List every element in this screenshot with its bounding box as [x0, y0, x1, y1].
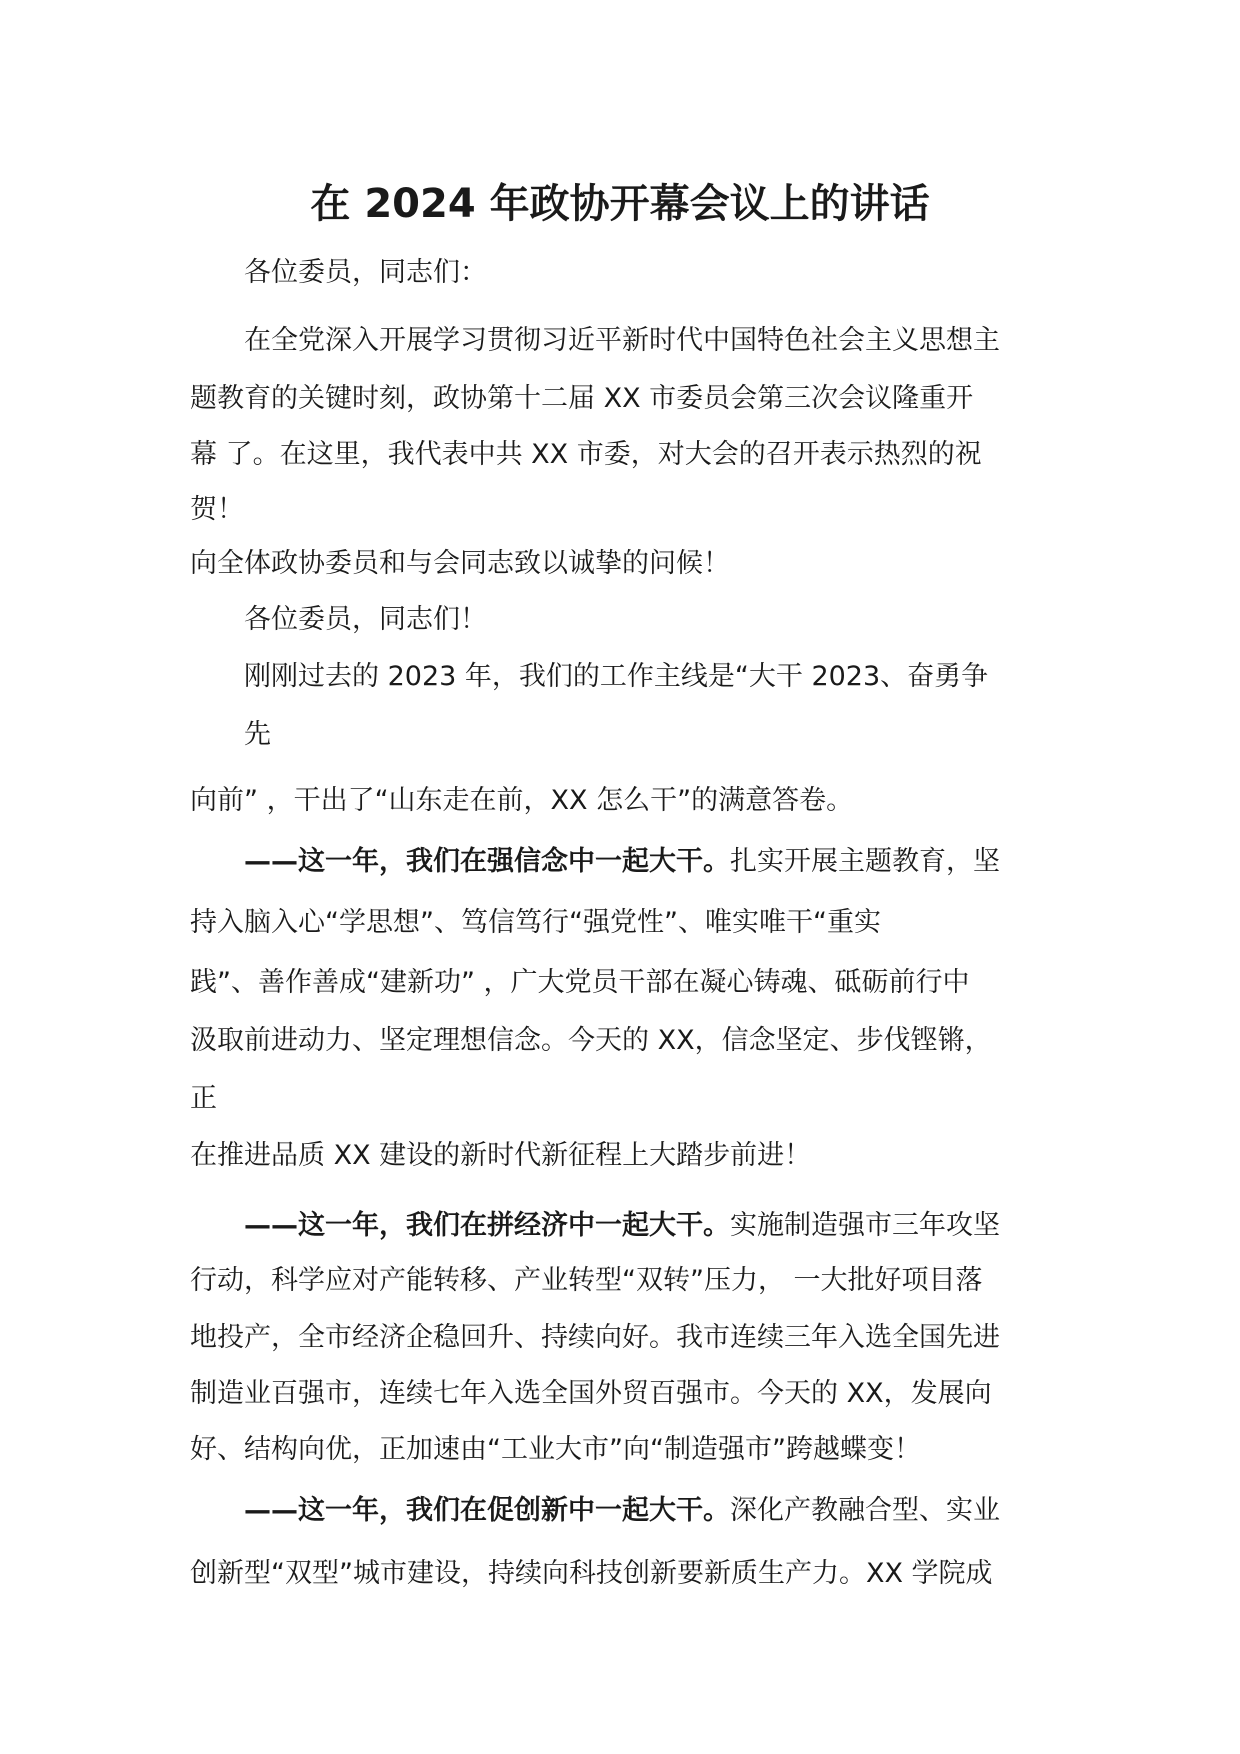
- paragraph-text: 扎实开展主题教育，坚: [730, 846, 1000, 877]
- paragraph-text: 实施制造强市三年攻坚: [730, 1210, 1000, 1241]
- bold-lead: ——这一年，我们在拼经济中一起大干。: [244, 1210, 730, 1241]
- paragraph-line: 践”、善作善成“建新功” ，广大党员干部在凝心铸魂、砥砺前行中: [190, 967, 970, 998]
- salutation: 各位委员，同志们：: [244, 257, 487, 288]
- document-title: 在 2024 年政协开幕会议上的讲话: [310, 181, 930, 227]
- paragraph-line: [244, 1208, 1000, 1244]
- paragraph-line: 持入脑入心“学思想”、笃信笃行“强党性”、唯实唯干“重实: [190, 907, 881, 938]
- bold-lead: ——这一年，我们在促创新中一起大干。: [244, 1495, 730, 1526]
- paragraph-line: [244, 1493, 1000, 1529]
- paragraph-line: 地投产，全市经济企稳回升、持续向好。我市连续三年入选全国先进: [190, 1322, 1000, 1353]
- paragraph-line: 先: [244, 719, 271, 750]
- paragraph-line: 创新型“双型”城市建设，持续向科技创新要新质生产力。XX 学院成: [190, 1558, 993, 1589]
- paragraph-line: 在推进品质 XX 建设的新时代新征程上大踏步前进！: [190, 1140, 812, 1171]
- paragraph-line: 幕 了。在这里，我代表中共 XX 市委，对大会的召开表示热烈的祝: [190, 439, 982, 470]
- paragraph-line: 在全党深入开展学习贯彻习近平新时代中国特色社会主义思想主: [244, 325, 1000, 356]
- paragraph-line: 刚刚过去的 2023 年，我们的工作主线是“大干 2023、奋勇争: [244, 661, 989, 692]
- bold-lead: ——这一年，我们在强信念中一起大干。: [244, 846, 730, 877]
- paragraph-line: 题教育的关键时刻，政协第十二届 XX 市委员会第三次会议隆重开: [190, 383, 974, 414]
- paragraph-line: 汲取前进动力、坚定理想信念。今天的 XX，信念坚定、步伐铿锵，: [190, 1025, 992, 1056]
- paragraph-line: 正: [190, 1083, 217, 1114]
- paragraph-line: 行动，科学应对产能转移、产业转型“双转”压力， 一大批好项目落: [190, 1265, 983, 1296]
- paragraph-line: 好、结构向优，正加速由“工业大市”向“制造强市”跨越蝶变！: [190, 1434, 921, 1465]
- paragraph-line: [244, 844, 1000, 880]
- paragraph-line: 贺！: [190, 494, 244, 525]
- paragraph-text: 深化产教融合型、实业: [730, 1495, 1000, 1526]
- salutation: 各位委员，同志们！: [244, 604, 487, 635]
- paragraph-line: 向前” ，干出了“山东走在前，XX 怎么干”的满意答卷。: [190, 785, 854, 816]
- paragraph-line: 制造业百强市，连续七年入选全国外贸百强市。今天的 XX，发展向: [190, 1378, 992, 1409]
- paragraph-line: 向全体政协委员和与会同志致以诚挚的问候！: [190, 548, 730, 579]
